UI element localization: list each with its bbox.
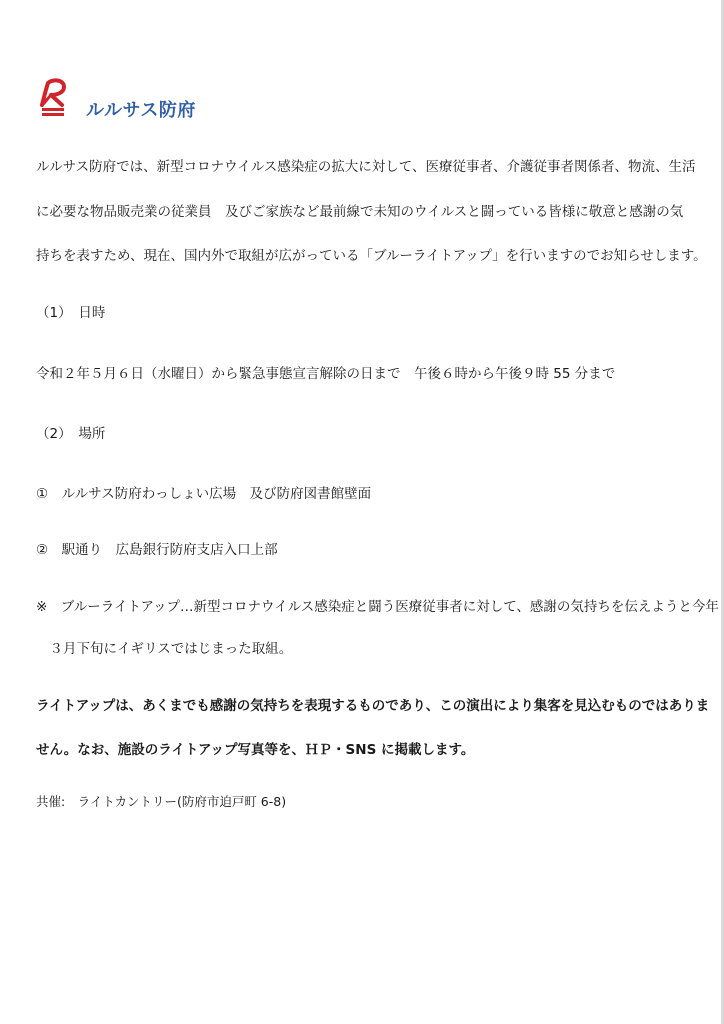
note-line-1: ※ ブルーライトアップ…新型コロナウイルス感染症と闘う医療従事者に対して、感謝の気持ちを伝えようと今年 bbox=[36, 599, 719, 615]
place-item-2: ② 駅通り 広島銀行防府支店入口上部 bbox=[36, 542, 278, 558]
section-place-heading: （2） 場所 bbox=[36, 426, 106, 442]
place-item-1: ① ルルサス防府わっしょい広場 及び防府図書館壁面 bbox=[36, 486, 372, 502]
note-line-2: ３月下旬にイギリスではじまった取組。 bbox=[36, 641, 293, 657]
notice-line-2: せん。なお、施設のライトアップ写真等を、ＨＰ・SNS に掲載します。 bbox=[36, 742, 475, 758]
brand-name: ルルサス防府 bbox=[86, 100, 196, 121]
notice-line-1: ライトアップは、あくまでも感謝の気持ちを表現するものであり、この演出により集客を見込むものではありま bbox=[36, 698, 710, 714]
sponsor-line: 共催: ライトカントリー(防府市迫戸町 6-8) bbox=[36, 794, 287, 809]
intro-line-3: 持ちを表すため、現在、国内外で取組が広がっている「ブルーライトアップ」を行いますのでお知らせします。 bbox=[36, 248, 707, 264]
section-date-detail: 令和２年５月６日（水曜日）から緊急事態宣言解除の日まで 午後６時から午後９時 55 分まで bbox=[36, 366, 616, 382]
rulusasu-logo-icon bbox=[38, 77, 72, 119]
section-date-heading: （1） 日時 bbox=[36, 305, 106, 321]
intro-line-1: ルルサス防府では、新型コロナウイルス感染症の拡大に対して、医療従事者、介護従事者関係者、物流、生活 bbox=[36, 159, 696, 175]
intro-line-2: に必要な物品販売業の従業員 及びご家族など最前線で未知のウイルスと闘っている皆様に敬意と感謝の気 bbox=[36, 204, 684, 220]
